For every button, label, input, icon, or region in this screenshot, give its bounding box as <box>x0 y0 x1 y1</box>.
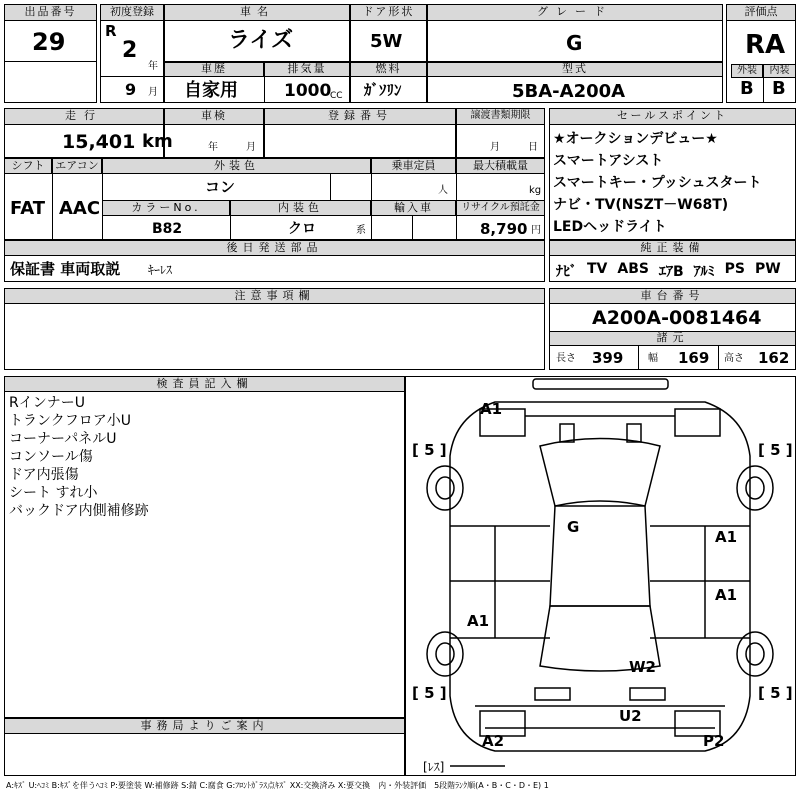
inspector-note-line: シート すれ小 <box>9 485 98 501</box>
fuel-label: 燃料 <box>350 62 427 77</box>
diagram-mark: P2 <box>703 732 725 750</box>
equipment-item: PW <box>755 261 781 277</box>
import-label: 輸入車 <box>371 200 456 216</box>
cc-unit: CC <box>330 91 343 101</box>
max-load-unit: kg <box>529 185 542 196</box>
insp-month-unit: 月 <box>246 142 256 153</box>
capacity-unit: 人 <box>438 185 448 196</box>
office-label: 事務局よりご案内 <box>4 718 405 734</box>
score: RA <box>745 30 786 60</box>
model-label: 型式 <box>427 62 723 77</box>
door-label: ドア形状 <box>350 4 427 21</box>
equipment-item: PS <box>724 261 745 277</box>
diagram-mark: [ﾚｽ] <box>423 760 445 774</box>
score-label: 評価点 <box>726 4 796 21</box>
chassis-number: A200A-0081464 <box>592 307 762 329</box>
transfer-day-unit: 日 <box>528 142 538 153</box>
transfer-label: 譲渡書類期限 <box>456 108 545 125</box>
int-score: B <box>772 78 786 99</box>
sales-points-label: セールスポイント <box>549 108 796 125</box>
later-parts: 保証書 車両取説 <box>10 260 121 278</box>
displacement: 1000 <box>284 81 332 101</box>
diagram-mark: [ 5 ] <box>758 441 793 459</box>
legend: A:ｷｽﾞ U:ﾍｺﾐ B:ｷｽﾞを伴うﾍｺﾐ P:要塗装 W:補修跡 S:錆 C:腐食 G:ﾌﾛﾝﾄｶﾞﾗｽ点ｷｽﾞ XX:交換済み X:要交換 内・外装評価 5段階ﾗﾝｸ順(A・B・C・D・E) 1 <box>6 781 549 790</box>
equipment-item: ABS <box>617 261 649 277</box>
shift-label: シフト <box>4 158 52 174</box>
ext-label: 外装 <box>731 64 763 78</box>
diagram-mark: A1 <box>467 612 490 630</box>
sales-point-item: スマートアシスト <box>553 153 664 169</box>
equipment-item: ﾅﾋﾞ <box>556 264 577 280</box>
exterior-color-label: 外装色 <box>102 158 371 174</box>
lot-number: 29 <box>32 28 66 56</box>
first-reg-year: 2 <box>122 38 138 63</box>
shift: FAT <box>10 198 46 219</box>
recycle-label: リサイクル預託金 <box>456 200 545 216</box>
inspector-label: 検査員記入欄 <box>4 376 405 392</box>
color-no-label: カラーNo. <box>102 200 230 216</box>
door-type: 5W <box>370 31 403 52</box>
length-label: 長さ <box>556 353 576 364</box>
equipment-item: ｴｱB <box>658 264 684 280</box>
sales-point-item: ★オークションデビュー★ <box>553 131 718 147</box>
notes-label: 注意事項欄 <box>4 288 545 304</box>
insp-year-unit: 年 <box>208 142 218 153</box>
month-unit: 月 <box>148 87 158 98</box>
fuel: ｶﾞｿﾘﾝ <box>364 81 402 99</box>
sales-point-item: ナビ・TV(NSZT－W68T) <box>553 197 729 213</box>
mileage: 15,401 <box>62 131 136 153</box>
capacity-label: 乗車定員 <box>371 158 456 174</box>
chassis-label: 車台番号 <box>549 288 796 304</box>
km-unit: km <box>142 131 173 152</box>
equipment-item: ｱﾙﾐ <box>693 264 715 280</box>
history: 自家用 <box>184 80 238 101</box>
inspector-note-line: コンソール傷 <box>9 449 93 465</box>
first-reg-label: 初度登録 <box>100 4 164 21</box>
diagram-mark: A1 <box>715 528 738 546</box>
equipment-item: TV <box>587 261 608 277</box>
interior-color-label: 内装色 <box>230 200 371 216</box>
sales-point-item: LEDヘッドライト <box>553 219 667 235</box>
height-label: 高さ <box>724 353 744 364</box>
inspector-note-line: ドア内張傷 <box>9 467 79 483</box>
diagram-mark: W2 <box>629 658 656 676</box>
transfer-month-unit: 月 <box>490 142 500 153</box>
diagram-mark: A2 <box>482 732 505 750</box>
ext-score: B <box>740 78 754 99</box>
height: 162 <box>758 349 790 367</box>
inspector-note-line: バックドア内側補修跡 <box>9 503 149 519</box>
inspector-note-line: コーナーパネルU <box>9 431 117 447</box>
reg-no-label: 登録番号 <box>264 108 456 125</box>
diagram-mark: A1 <box>480 400 503 418</box>
era: R <box>105 22 117 40</box>
lot-label: 出品番号 <box>4 4 97 21</box>
diagram-mark: A1 <box>715 586 738 604</box>
exterior-color: コン <box>205 178 236 196</box>
model: 5BA-A200A <box>512 81 626 102</box>
car-diagram <box>405 376 796 776</box>
grade: G <box>566 31 583 55</box>
recycle-fee: 8,790 <box>480 220 528 238</box>
sales-point-item: スマートキー・プッシュスタート <box>553 175 762 191</box>
history-label: 車歴 <box>164 62 264 77</box>
car-name-label: 車名 <box>164 4 350 21</box>
inspection-label: 車検 <box>164 108 264 125</box>
sales-points-list <box>553 128 793 238</box>
later-parts-small: ｷｰﾚｽ <box>148 263 173 277</box>
max-load-label: 最大積載量 <box>456 158 545 174</box>
diagram-mark: [ 5 ] <box>758 684 793 702</box>
equipment-list <box>556 261 796 281</box>
int-label: 内装 <box>763 64 796 78</box>
interior-color: クロ <box>288 221 316 237</box>
length: 399 <box>592 349 624 367</box>
width: 169 <box>678 349 710 367</box>
displacement-label: 排気量 <box>264 62 350 77</box>
diagram-mark: U2 <box>619 707 642 725</box>
diagram-mark: G <box>567 518 580 536</box>
ac-label: エアコン <box>52 158 102 174</box>
equipment-label: 純正装備 <box>549 240 796 256</box>
year-unit: 年 <box>148 61 158 72</box>
width-label: 幅 <box>648 353 658 364</box>
inspector-note-line: RインナーU <box>9 395 85 411</box>
ac: AAC <box>59 198 101 219</box>
later-parts-label: 後日発送部品 <box>4 240 545 256</box>
first-reg-month: 9 <box>125 80 137 99</box>
yen-unit: 円 <box>531 225 541 236</box>
spec-label: 諸元 <box>549 331 796 346</box>
car-name: ライズ <box>228 28 294 53</box>
diagram-mark: [ 5 ] <box>412 441 447 459</box>
grade-label: グレード <box>427 4 723 21</box>
interior-color-unit: 系 <box>356 225 366 236</box>
color-no: B82 <box>152 221 183 237</box>
inspector-note-line: トランクフロア小U <box>9 413 131 429</box>
diagram-mark: [ 5 ] <box>412 684 447 702</box>
mileage-label: 走行 <box>4 108 164 125</box>
